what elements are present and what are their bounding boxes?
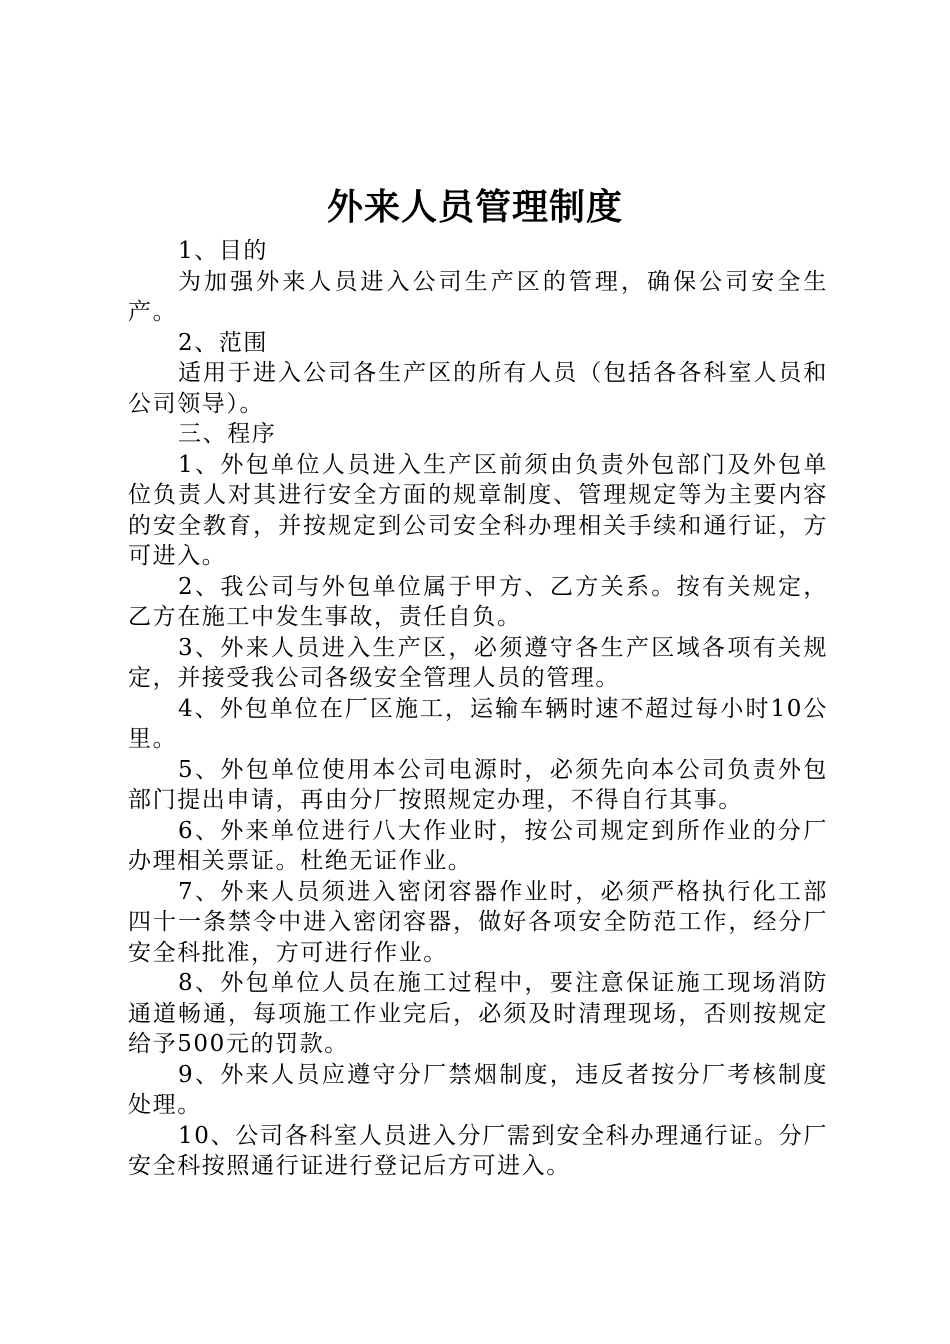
procedure-item-2: 2、我公司与外包单位属于甲方、乙方关系。按有关规定，乙方在施工中发生事故，责任自负。 — [128, 573, 828, 630]
procedure-item-3: 3、外来人员进入生产区，必须遵守各生产区域各项有关规定，并接受我公司各级安全管理人员的管理。 — [128, 634, 828, 691]
procedure-item-7: 7、外来人员须进入密闭容器作业时，必须严格执行化工部四十一条禁令中进入密闭容器，做好各项安全防范工作，经分厂安全科批准，方可进行作业。 — [128, 878, 828, 966]
section-heading-procedure: 三、程序 — [178, 421, 277, 447]
procedure-item-1: 1、外包单位人员进入生产区前须由负责外包部门及外包单位负责人对其进行安全方面的规章制度、管理规定等为主要内容的安全教育，并按规定到公司安全科办理相关手续和通行证，方可进入。 — [128, 451, 828, 569]
document-body — [128, 236, 828, 1182]
procedure-item-5: 5、外包单位使用本公司电源时，必须先向本公司负责外包部门提出申请，再由分厂按照规定办理，不得自行其事。 — [128, 756, 828, 813]
procedure-item-6: 6、外来单位进行八大作业时，按公司规定到所作业的分厂办理相关票证。杜绝无证作业。 — [128, 817, 828, 874]
section-heading-purpose: 1、目的 — [178, 238, 269, 264]
procedure-item-4: 4、外包单位在厂区施工，运输车辆时速不超过每小时10公里。 — [128, 695, 828, 752]
scope-text: 适用于进入公司各生产区的所有人员（包括各各科室人员和公司领导）。 — [128, 360, 828, 417]
procedure-item-10: 10、公司各科室人员进入分厂需到安全科办理通行证。分厂安全科按照通行证进行登记后方可进入。 — [128, 1122, 828, 1179]
procedure-item-9: 9、外来人员应遵守分厂禁烟制度，违反者按分厂考核制度处理。 — [128, 1061, 828, 1118]
document-title: 外来人员管理制度 — [326, 187, 623, 228]
purpose-text: 为加强外来人员进入公司生产区的管理，确保公司安全生产。 — [128, 268, 828, 325]
procedure-item-8: 8、外包单位人员在施工过程中，要注意保证施工现场消防通道畅通，每项施工作业完后，必须及时清理现场，否则按规定给予500元的罚款。 — [128, 970, 828, 1057]
section-heading-scope: 2、范围 — [178, 329, 269, 356]
